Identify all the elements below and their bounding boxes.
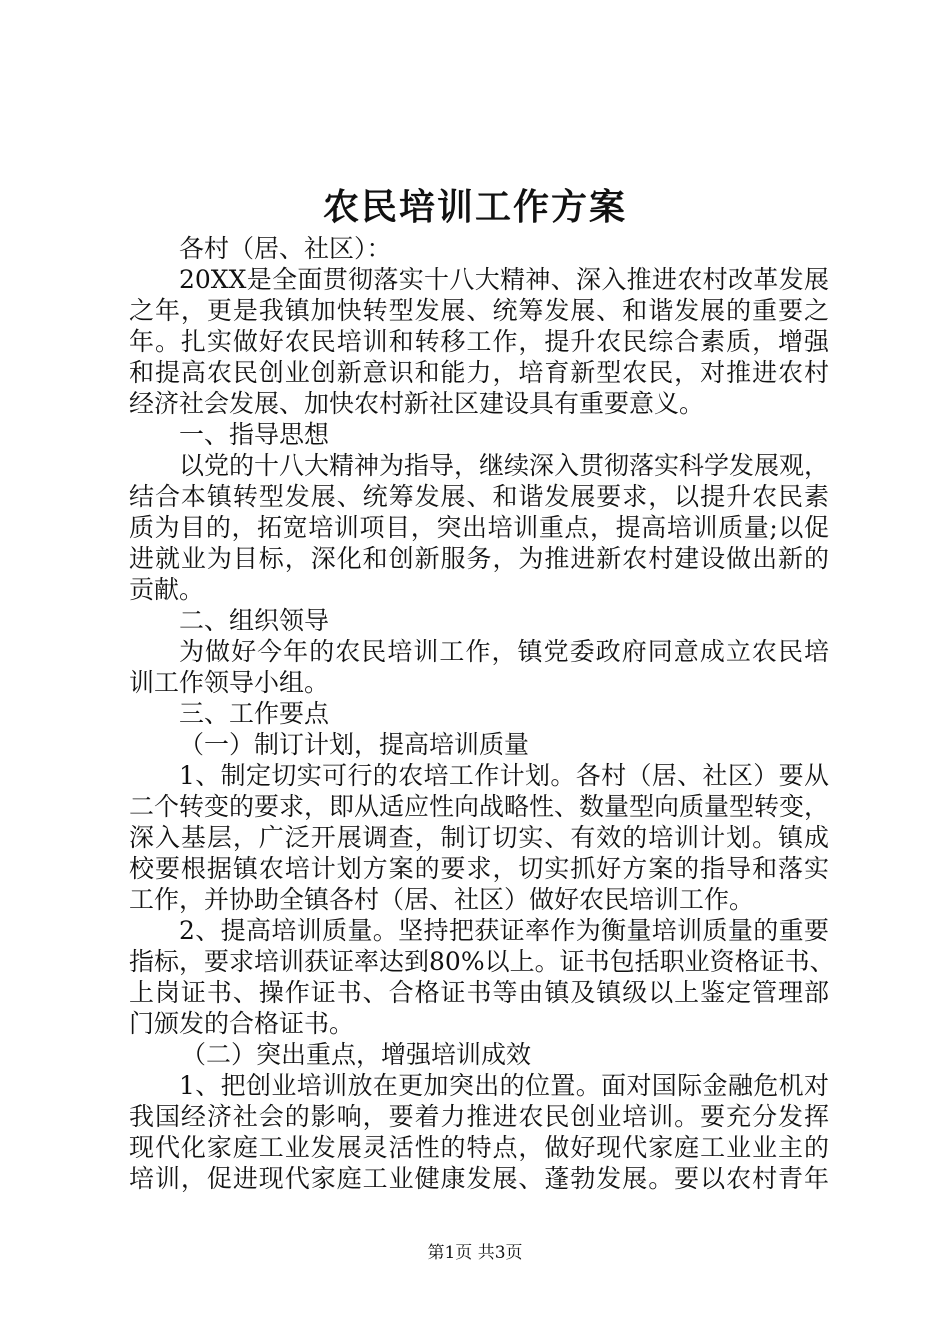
text-line: 现代化家庭工业发展灵活性的特点，做好现代家庭工业业主的 <box>129 1133 829 1162</box>
text-line: （二）突出重点，增强培训成效 <box>181 1040 532 1069</box>
page-number-footer: 第1页 共3页 <box>427 1243 523 1263</box>
text-line: 为做好今年的农民培训工作，镇党委政府同意成立农民培 <box>179 637 829 666</box>
text-line: 二个转变的要求，即从适应性向战略性、数量型向质量型转变， <box>129 792 830 821</box>
text-line: 以党的十八大精神为指导，继续深入贯彻落实科学发展观， <box>179 451 830 480</box>
text-line: 深入基层，广泛开展调查，制订切实、有效的培训计划。镇成 <box>129 823 829 852</box>
text-line: 训工作领导小组。 <box>129 668 330 697</box>
text-line: 指标，要求培训获证率达到80%以上。证书包括职业资格证书、 <box>129 947 835 976</box>
document-body <box>129 233 835 1194</box>
text-line: 上岗证书、操作证书、合格证书等由镇及镇级以上鉴定管理部 <box>129 978 829 1007</box>
text-line: 贡献。 <box>129 575 205 604</box>
text-line: 我国经济社会的影响，要着力推进农民创业培训。要充分发挥 <box>129 1102 829 1131</box>
text-line: 门颁发的合格证书。 <box>129 1009 355 1038</box>
text-line: 二、组织领导 <box>179 606 330 635</box>
text-line: 经济社会发展、加快农村新社区建设具有重要意义。 <box>129 389 705 418</box>
text-line: 培训，促进现代家庭工业健康发展、蓬勃发展。要以农村青年 <box>129 1164 829 1193</box>
text-line: 一、指导思想 <box>179 420 330 449</box>
text-line: 20XX是全面贯彻落实十八大精神、深入推进农村改革发展 <box>179 265 829 294</box>
text-line: 之年，更是我镇加快转型发展、统筹发展、和谐发展的重要之 <box>129 296 829 325</box>
text-line: 质为目的，拓宽培训项目，突出培训重点，提高培训质量;以促 <box>129 513 829 542</box>
text-line: 三、工作要点 <box>179 699 330 728</box>
text-line: 1、把创业培训放在更加突出的位置。面对国际金融危机对 <box>179 1071 829 1100</box>
text-line: 校要根据镇农培计划方案的要求，切实抓好方案的指导和落实 <box>129 854 829 883</box>
text-line: 各村（居、社区）： <box>179 234 392 263</box>
text-line: 1、制定切实可行的农培工作计划。各村（居、社区）要从 <box>179 761 829 790</box>
text-line: 年。扎实做好农民培训和转移工作，提升农民综合素质，增强 <box>129 327 829 356</box>
text-line: （一）制订计划，提高培训质量 <box>179 730 530 759</box>
text-line: 结合本镇转型发展、统筹发展、和谐发展要求，以提升农民素 <box>129 482 829 511</box>
text-line: 2、提高培训质量。坚持把获证率作为衡量培训质量的重要 <box>179 916 829 945</box>
text-line: 进就业为目标，深化和创新服务，为推进新农村建设做出新的 <box>129 544 829 573</box>
text-line: 工作，并协助全镇各村（居、社区）做好农民培训工作。 <box>129 885 755 914</box>
text-line: 和提高农民创业创新意识和能力，培育新型农民，对推进农村 <box>129 358 829 387</box>
document-title: 农民培训工作方案 <box>322 186 627 228</box>
